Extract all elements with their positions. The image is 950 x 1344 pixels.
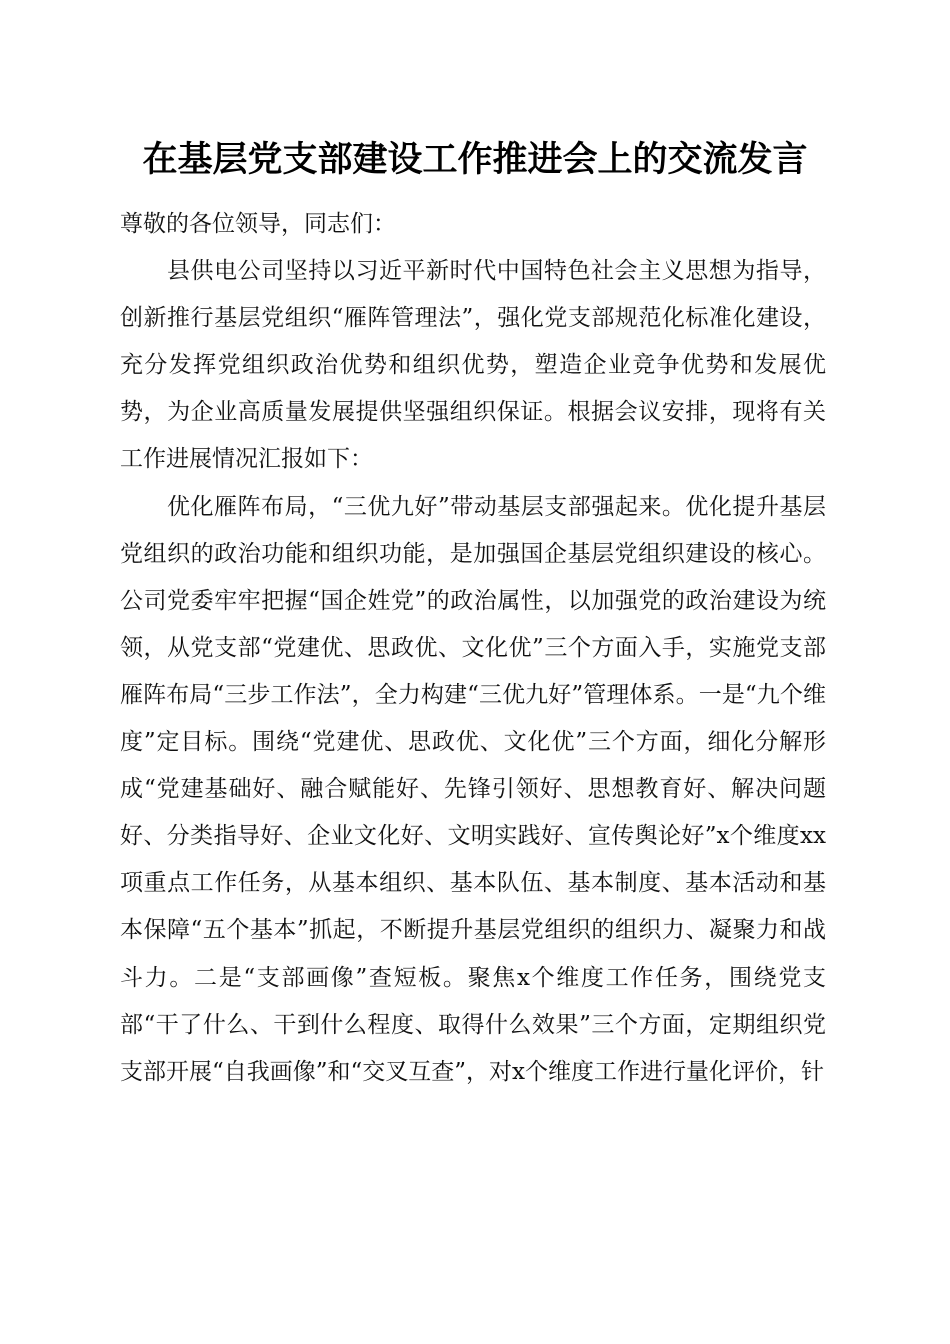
salutation: 尊敬的各位领导，同志们： bbox=[120, 211, 396, 237]
paragraph-intro: 县供电公司坚持以习近平新时代中国特色社会主义思想为指导，创新推行基层党组织“雁阵管理法”，强化党支部规范化标准化建设，充分发挥党组织政治优势和组织优势，塑造企业竞争优势和发展优势，为企业高质量发展提供坚强组织保证。根据会议安排，现将有关工作进展情况汇报如下： bbox=[120, 258, 826, 473]
document-body bbox=[120, 201, 826, 1096]
document-title: 在基层党支部建设工作推进会上的交流发言 bbox=[142, 139, 808, 180]
paragraph-section-1: 优化雁阵布局，“三优九好”带动基层支部强起来。优化提升基层党组织的政治功能和组织功能，是加强国企基层党组织建设的核心。公司党委牢牢把握“国企姓党”的政治属性，以加强党的政治建设为统领，从党支部“党建优、思政优、文化优”三个方面入手，实施党支部雁阵布局“三步工作法”，全力构建“三优九好”管理体系。一是“九个维度”定目标。围绕“党建优、思政优、文化优”三个方面，细化分解形成“党建基础好、融合赋能好、先锋引领好、思想教育好、解决问题好、分类指导好、企业文化好、文明实践好、宣传舆论好”x个维度xx项重点工作任务，从基本组织、基本队伍、基本制度、基本活动和基本保障“五个基本”抓起，不断提升基层党组织的组织力、凝聚力和战斗力。二是“支部画像”查短板。聚焦x个维度工作任务，围绕党支部“干了什么、干到什么程度、取得什么效果”三个方面，定期组织党支部开展“自我画像”和“交叉互查”，对x个维度工作进行量化评价，针 bbox=[120, 493, 826, 1085]
